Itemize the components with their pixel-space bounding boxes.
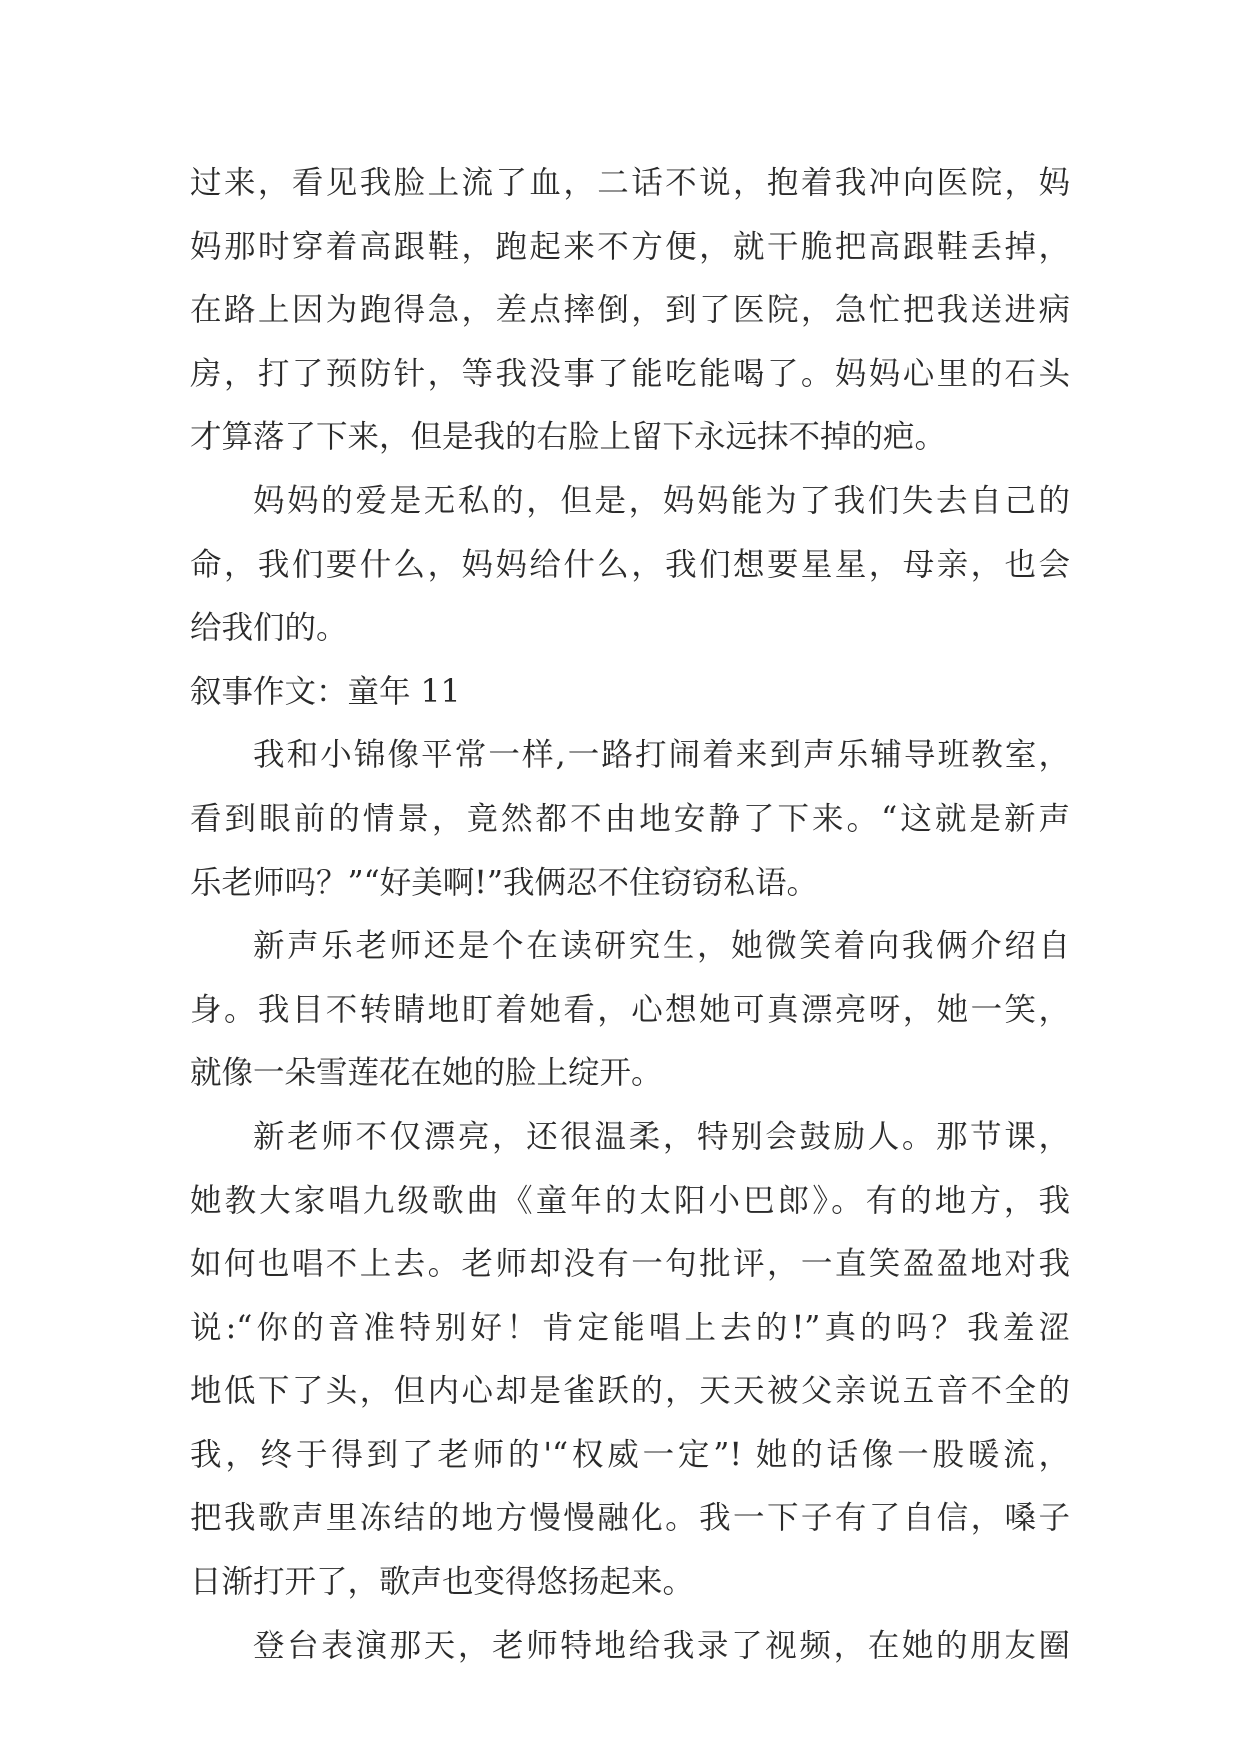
text-line: 在路上因为跑得急，差点摔倒，到了医院，急忙把我送进病 [190,292,1070,329]
paragraph-first-line: 新声乐老师还是个在读研究生，她微笑着向我俩介绍自 [253,928,1070,965]
paragraph-first-line: 我和小锦像平常一样,一路打闹着来到声乐辅导班教室， [253,737,1070,774]
text-line: 把我歌声里冻结的地方慢慢融化。我一下子有了自信，嗓子 [190,1500,1070,1537]
text-line: 房，打了预防针，等我没事了能吃能喝了。妈妈心里的石头 [190,355,1070,392]
paragraph-first-line: 登台表演那天，老师特地给我录了视频，在她的朋友圈 [253,1627,1070,1664]
text-line: 日渐打开了，歌声也变得悠扬起来。 [190,1564,695,1601]
text-line: 我，终于得到了老师的'“权威一定”! 她的话像一股暖流， [190,1436,1070,1473]
text-line: 说:“你的音准特别好！肯定能唱上去的!”真的吗？我羞涩 [190,1309,1070,1346]
text-line: 就像一朵雪莲花在她的脸上绽开。 [190,1055,663,1092]
text-line: 看到眼前的情景，竟然都不由地安静了下来。“这就是新声 [190,800,1070,837]
text-line: 命，我们要什么，妈妈给什么，我们想要星星，母亲，也会 [190,546,1070,583]
document-body [190,152,1070,1678]
section-heading: 叙事作文：童年 11 [190,673,461,710]
text-line: 身。我目不转睛地盯着她看，心想她可真漂亮呀，她一笑， [190,991,1070,1028]
text-line: 给我们的。 [190,610,348,647]
paragraph-first-line: 新老师不仅漂亮，还很温柔，特别会鼓励人。那节课， [253,1118,1070,1155]
text-line: 过来，看见我脸上流了血，二话不说，抱着我冲向医院，妈 [190,165,1070,201]
text-line: 她教大家唱九级歌曲《童年的太阳小巴郎》。有的地方，我 [190,1182,1070,1219]
text-line: 地低下了头，但内心却是雀跃的，天天被父亲说五音不全的 [190,1373,1070,1410]
paragraph-first-line: 妈妈的爱是无私的，但是，妈妈能为了我们失去自己的 [253,482,1070,519]
text-line: 如何也唱不上去。老师却没有一句批评，一直笑盈盈地对我 [190,1246,1070,1283]
text-line: 才算落了下来，但是我的右脸上留下永远抹不掉的疤。 [190,419,947,456]
text-line: 乐老师吗？”“好美啊!”我俩忍不住窃窃私语。 [190,864,818,901]
text-line: 妈那时穿着高跟鞋，跑起来不方便，就干脆把高跟鞋丢掉， [190,228,1070,265]
